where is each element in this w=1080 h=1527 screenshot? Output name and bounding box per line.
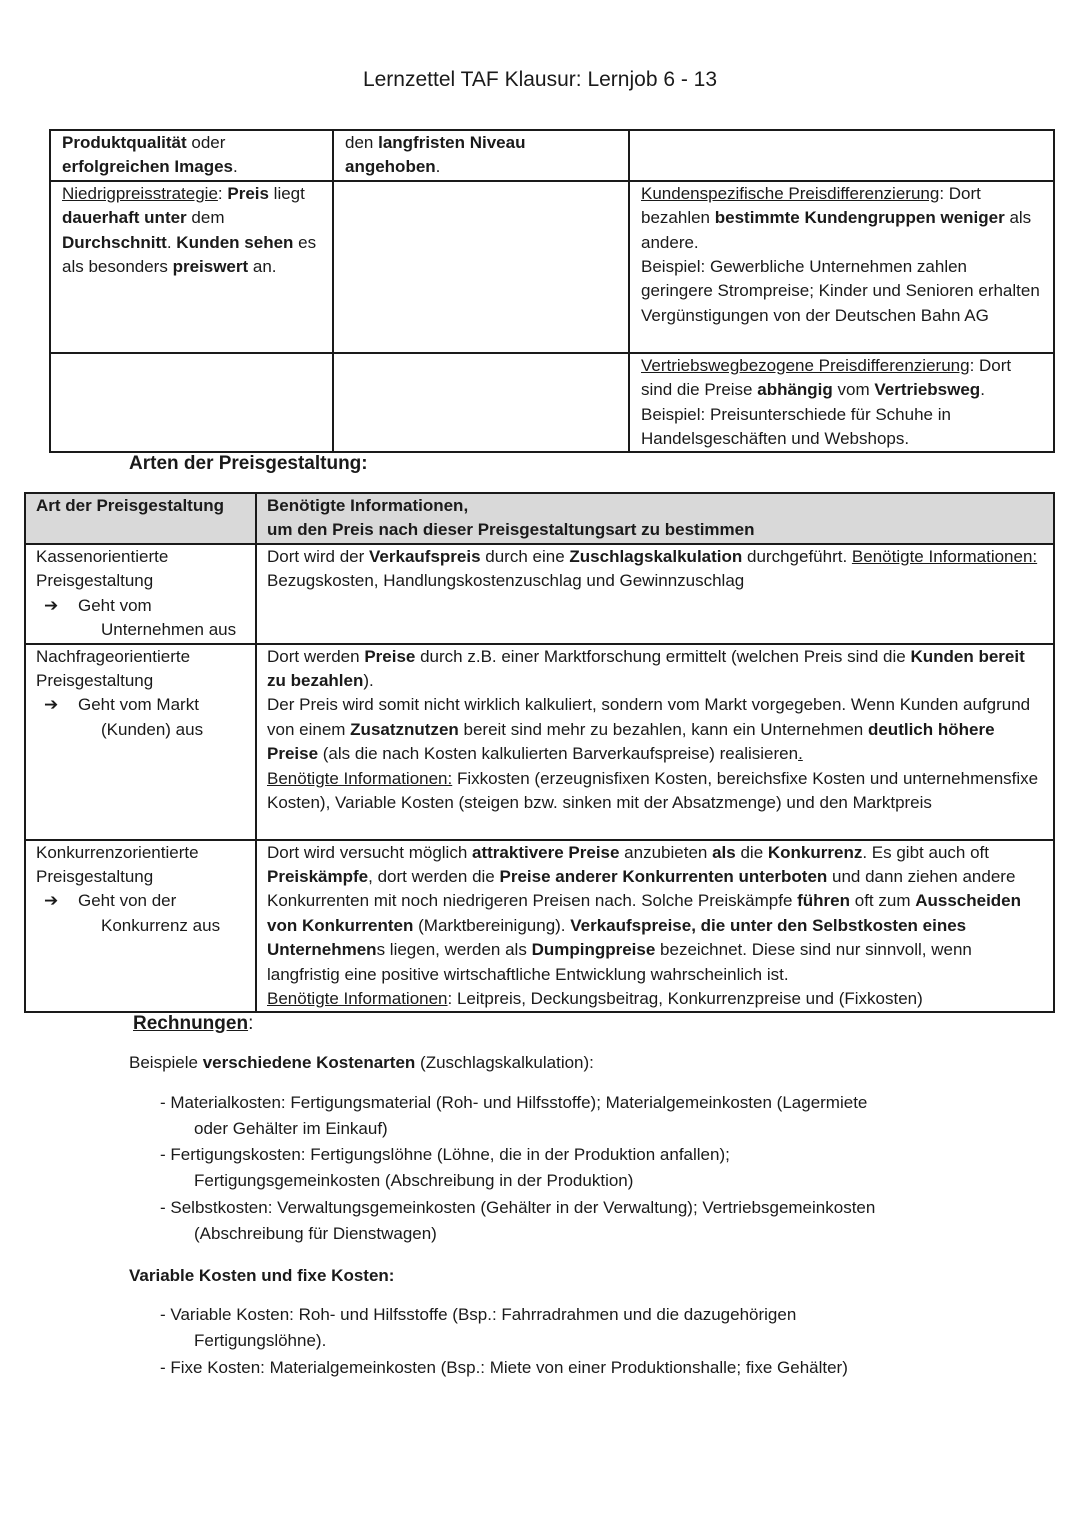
list-item: - Fixe Kosten: Materialgemeinkosten (Bsp.: Miete von einer Produktionshalle; fixe Gehälter) [160, 1358, 848, 1377]
subheading: Variable Kosten und fixe Kosten: [129, 1266, 395, 1285]
info-cell: Dort werden Preise durch z.B. einer Marktforschung ermittelt (welchen Preis sind die Kunden bereit zu bezahlen). Der Preis wird somit nicht wirklich kalkuliert, sondern vom Markt vorgegeben. Wenn Kunden aufgrund von einem Zusatznutzen bereit sind mehr zu bezahlen, kann ein Unternehmen deutlich höhere Preise (als die nach Kosten kalkulierten Barverkaufspreise) realisieren. Benötigte Informationen: Fixkosten (erzeugnisfixen Kosten, bereichsfixe Kosten und unternehmensfixe Kosten), Variable Kosten (steigen bzw. sinken mit der Absatzmenge) und den Marktpreis [256, 644, 1054, 840]
table-cell [629, 130, 1054, 181]
arrow-right-icon: ➔ [44, 595, 59, 615]
paragraph: Beispiele verschiedene Kostenarten (Zuschlagskalkulation): [129, 1053, 594, 1072]
section-heading: Arten der Preisgestaltung: [129, 453, 368, 474]
pricing-type-cell: Kassenorientierte Preisgestaltung ➔ Geht vom Unternehmen aus [25, 544, 256, 644]
list-item: - Fertigungskosten: Fertigungslöhne (Löhne, die in der Produktion anfallen); Fertigungsgemeinkosten (Abschreibung in der Produktion) [160, 1145, 730, 1191]
table-cell: Vertriebswegbezogene Preisdifferenzierung: Dort sind die Preise abhängig vom Vertriebsweg. Beispiel: Preisunterschiede für Schuhe in Handelsgeschäften und Webshops. [629, 353, 1054, 453]
section-heading: Rechnungen: [133, 1013, 254, 1034]
table-cell [333, 181, 629, 353]
column-header: Art der Preisgestaltung [25, 493, 256, 544]
table-row [25, 644, 1054, 840]
table-cell: Niedrigpreisstrategie: Preis liegt dauerhaft unter dem Durchschnitt. Kunden sehen es als besonders preiswert an. [50, 181, 333, 353]
pricing-type-cell: Nachfrageorientierte Preisgestaltung ➔ Geht vom Markt (Kunden) aus [25, 644, 256, 840]
list-item: - Selbstkosten: Verwaltungsgemeinkosten (Gehälter in der Verwaltung); Vertriebsgemeinkosten (Abschreibung für Dienstwagen) [160, 1198, 876, 1244]
table-cell [333, 353, 629, 453]
arrow-right-icon: ➔ [44, 891, 59, 911]
info-cell: Dort wird versucht möglich attraktivere Preise anzubieten als die Konkurrenz. Es gibt auch oft Preiskämpfe, dort werden die Preise anderer Konkurrenten unterboten und dann ziehen andere Konkurrenten mit noch niedrigeren Preisen nach. Solche Preiskämpfe führen oft zum Ausscheiden von Konkurrenten (Marktbereinigung). Verkaufspreise, die unter den Selbstkosten eines Unternehmens liegen, werden als Dumpingpreise bezeichnet. Diese sind nur sinnvoll, wenn langfristig eine positive wirtschaftliche Entwicklung wahrscheinlich ist. Benötigte Informationen: Leitpreis, Deckungsbeitrag, Konkurrenzpreise und (Fixkosten) [256, 840, 1054, 1013]
pricing-type-cell: Konkurrenzorientierte Preisgestaltung ➔ Geht von der Konkurrenz aus [25, 840, 256, 1013]
table-cell: Kundenspezifische Preisdifferenzierung: Dort bezahlen bestimmte Kundengruppen weniger als andere. Beispiel: Gewerbliche Unternehmen zahlen geringere Strompreise; Kinder und Senioren erhalten Vergünstigungen von der Deutschen Bahn AG [629, 181, 1054, 353]
table-header-row [25, 493, 1054, 544]
table-cell: Produktqualität oder erfolgreichen Images. [50, 130, 333, 181]
table-row [50, 130, 1054, 181]
pricing-strategy-table [49, 129, 1055, 453]
arrow-right-icon: ➔ [44, 695, 59, 715]
table-row [50, 181, 1054, 353]
list-item: - Variable Kosten: Roh- und Hilfsstoffe (Bsp.: Fahrradrahmen und die dazugehörigen Fertigungslöhne). [160, 1305, 797, 1351]
table-cell [50, 353, 333, 453]
pricing-types-table [24, 492, 1055, 1013]
info-cell: Dort wird der Verkaufspreis durch eine Zuschlagskalkulation durchgeführt. Benötigte Informationen: Bezugskosten, Handlungskostenzuschlag und Gewinnzuschlag [256, 544, 1054, 644]
list-item: - Materialkosten: Fertigungsmaterial (Roh- und Hilfsstoffe); Materialgemeinkosten (Lagermiete oder Gehälter im Einkauf) [160, 1093, 868, 1139]
table-row [25, 840, 1054, 1013]
table-row [50, 353, 1054, 453]
column-header: Benötigte Informationen, um den Preis nach dieser Preisgestaltungsart zu bestimmen [256, 493, 1054, 544]
table-row [25, 544, 1054, 644]
page-title: Lernzettel TAF Klausur: Lernjob 6 - 13 [362, 68, 718, 91]
table-cell: den langfristen Niveau angehoben. [333, 130, 629, 181]
